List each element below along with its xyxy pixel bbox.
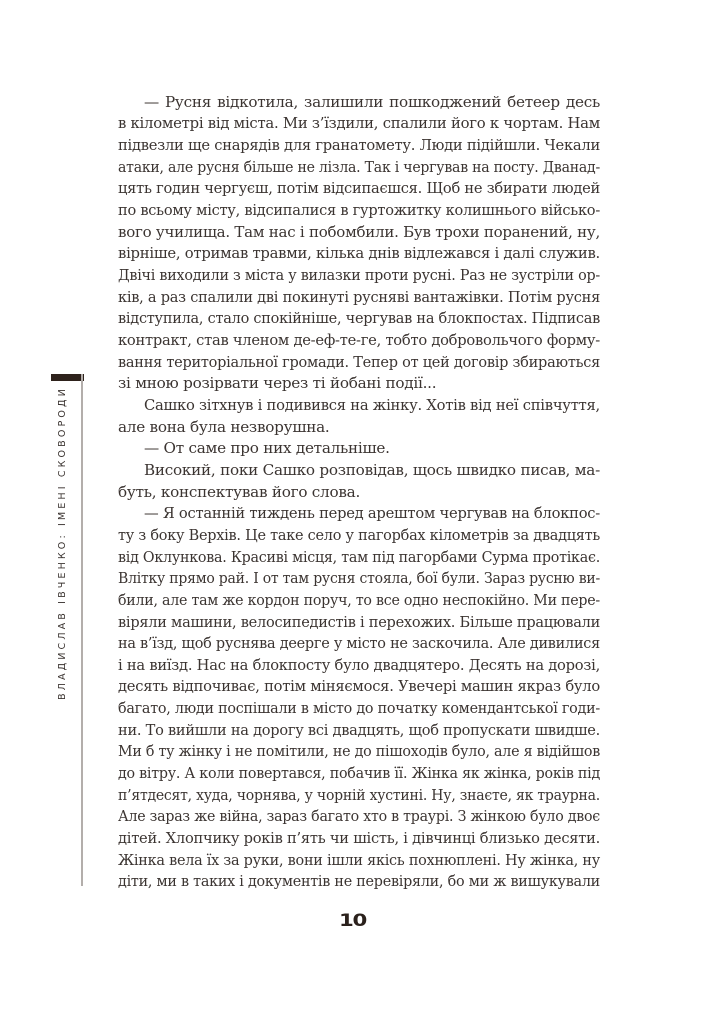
running-head-title: ІМЕНІ СКОВОРОДИ — [57, 386, 68, 527]
page-number: 10 — [338, 911, 367, 931]
text-line: відступила, стало спокійніше, чергував на блокпостах. Підписав — [118, 309, 600, 328]
text-line: Високий, поки Сашко розповідав, щось швидко писав, ма- — [144, 460, 600, 479]
text-line: на в’їзд, щоб руснява деерге у місто не заскочила. Але дивилися — [118, 634, 600, 653]
text-line: — Я останній тиждень перед арештом чергував на блокпос- — [144, 504, 600, 523]
text-line: підвезли ще снарядів для гранатомету. Люди підійшли. Чекали — [118, 136, 600, 155]
text-line: віряли машини, велосипедистів і перехожих. Більше працювали — [118, 612, 600, 631]
text-line: Влітку прямо рай. І от там русня стояла, бої були. Зараз русню ви- — [118, 569, 600, 588]
text-line: буть, конспектував його слова. — [118, 482, 361, 501]
text-line: Але зараз же війна, зараз багато хто в траурі. З жінкою було двоє — [118, 807, 600, 826]
text-line: багато, люди поспішали в місто до початку комендантської годи- — [118, 699, 600, 718]
text-line: вірніше, отримав травми, кілька днів відлежався і далі служив. — [118, 244, 600, 263]
text-line: вання територіальної громади. Тепер от цей договір збираються — [118, 352, 600, 371]
text-line: контракт, став членом де-еф-те-ге, тобто добровольчого форму- — [118, 330, 600, 349]
body-text — [118, 92, 600, 893]
text-line: діти, ми в таких і документів не перевіряли, бо ми ж вишукували — [118, 872, 600, 891]
text-line: в кілометрі від міста. Ми з’їздили, спалили його к чортам. Нам — [118, 114, 600, 133]
text-line: били, але там же кордон поруч, то все одно неспокійно. Ми пере- — [118, 590, 600, 609]
text-line: десять відпочиває, потім міняємося. Увечері машин якраз було — [118, 677, 600, 696]
text-line: зі мною розірвати через ті йобані події... — [118, 374, 437, 393]
text-line: вого училища. Там нас і побомбили. Був трохи поранений, ну, — [118, 222, 600, 241]
text-line: дітей. Хлопчику років п’ять чи шість, і дівчинці близько десяти. — [118, 829, 600, 848]
text-line: по всьому місту, відсипалися в гуртожитку колишнього військо- — [118, 201, 600, 220]
running-head-rule — [81, 374, 83, 886]
text-line: ни. То вийшли на дорогу всі двадцять, щоб пропускати швидше. — [118, 720, 600, 739]
text-line: — От саме про них детальніше. — [144, 439, 390, 458]
text-line: Сашко зітхнув і подивився на жінку. Хотів від неї співчуття, — [144, 395, 600, 414]
text-line: Жінка вела їх за руки, вони ішли якісь похнюплені. Ну жінка, ну — [118, 850, 600, 869]
running-head-author: ВЛАДИСЛАВ ІВЧЕНКО: — [57, 532, 68, 700]
text-line: ту з боку Верхів. Це таке село у пагорбах кілометрів за двадцять — [118, 525, 600, 544]
text-line: ків, а раз спалили дві покинуті русняві вантажівки. Потім русня — [118, 287, 600, 306]
text-line: п’ятдесят, худа, чорнява, у чорній хустині. Ну, знаєте, як траурна. — [118, 785, 600, 804]
text-line: і на виїзд. Нас на блокпосту було двадцятеро. Десять на дорозі, — [118, 655, 600, 674]
text-line: цять годин чергуєш, потім відсипаєшся. Щоб не збирати людей — [118, 179, 600, 198]
text-line: від Оклункова. Красиві місця, там під пагорбами Сурма протікає. — [118, 547, 600, 566]
text-line: Ми б ту жінку і не помітили, не до пішоходів було, але я відійшов — [118, 742, 600, 761]
running-head-accent-bar — [51, 374, 84, 381]
running-head — [57, 386, 68, 700]
text-line: — Русня відкотила, залишили пошкоджений бетеер десь — [144, 92, 600, 111]
text-line: але вона була незворушна. — [118, 417, 330, 436]
text-line: Двічі виходили з міста у вилазки проти русні. Раз не зустріли ор- — [118, 266, 600, 284]
text-line: до вітру. А коли повертався, побачив її. Жінка як жінка, років під — [118, 764, 600, 783]
text-line: атаки, але русня більше не лізла. Так і чергував на посту. Дванад- — [118, 157, 600, 176]
